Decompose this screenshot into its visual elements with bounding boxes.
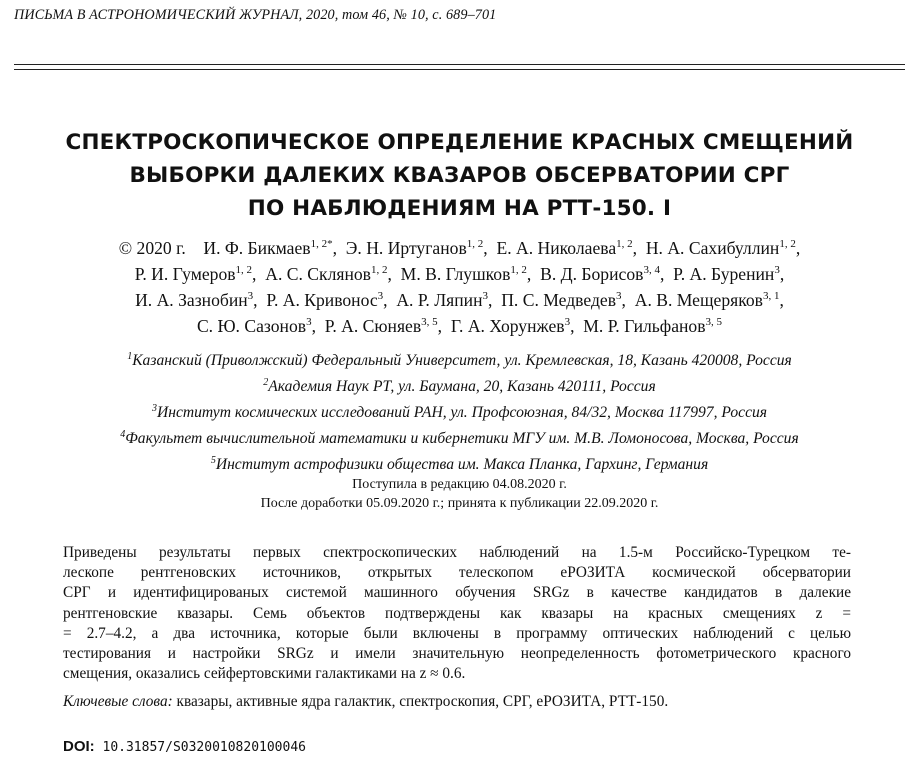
doi	[63, 737, 663, 758]
title-line-3: ПО НАБЛЮДЕНИЯМ НА РТТ-150. I	[247, 196, 672, 221]
abstract-line: смещения, оказались сейфертовскими галактиками на z ≈ 0.6.	[63, 665, 466, 683]
affiliation: $^3$Институт космических исследований РАН, ул. Профсоюзная, 84/32, Москва 117997, Россия	[151, 402, 768, 421]
author: В. Д. Борисов$^{3, 4}$	[540, 264, 660, 284]
author: А. В. Мещеряков$^{3, 1}$	[634, 290, 780, 310]
author: А. С. Склянов$^{1, 2}$	[265, 264, 388, 284]
copyright-notice: © 2020 г.	[118, 238, 186, 258]
author-line-1: © 2020 г. И. Ф. Бикмаев$^{1, 2*}$, Э. Н. Иртуганов$^{1, 2}$, Е. А. Николаева$^{1, 2}$, Н. А. Сахибуллин$^{1, 2}$,	[118, 238, 801, 258]
submission-dates	[0, 475, 919, 513]
abstract-line: рентгеновские квазары. Семь объектов подтверждены как квазары на красных смещениях z =	[63, 604, 851, 622]
author: И. А. Зазнобин$^3$	[135, 290, 254, 310]
author: Н. А. Сахибуллин$^{1, 2}$	[645, 238, 796, 258]
abstract-line: СРГ и идентифицированых системой машинного обучения SRGz в качестве кандидатов в далекие	[63, 584, 851, 602]
abstract-line: Приведены результаты первых спектроскопических наблюдений на 1.5-м Российско-Турецком те-	[63, 544, 851, 561]
author: С. Ю. Сазонов$^3$	[196, 316, 312, 336]
keywords-text: квазары, активные ядра галактик, спектроскопия, СРГ, еРОЗИТА, РТТ-150.	[172, 693, 669, 710]
affiliation: $^5$Институт астрофизики общества им. Макса Планка, Гархинг, Германия	[210, 454, 709, 473]
author: Р. А. Кривонос$^3$	[266, 290, 384, 310]
author: А. Р. Ляпин$^3$	[396, 290, 488, 310]
abstract-line: = 2.7–4.2, а два источника, которые были включены в программу оптических наблюдений с целью	[63, 624, 851, 642]
author: Р. А. Буренин$^3$	[673, 264, 780, 284]
header-rule-bottom	[14, 69, 905, 70]
author-list	[0, 235, 919, 339]
keywords	[63, 692, 863, 712]
title-line-1: СПЕКТРОСКОПИЧЕСКОЕ ОПРЕДЕЛЕНИЕ КРАСНЫХ СМЕЩЕНИЙ	[65, 130, 854, 155]
header-rule-top	[14, 64, 905, 65]
abstract-line: тестирования и настройки SRGz и имели значительную неопределенность фотометрического красного	[63, 645, 851, 663]
abstract	[63, 543, 851, 684]
affiliation: $^1$Казанский (Приволжский) Федеральный Университет, ул. Кремлевская, 18, Казань 420008, Россия	[127, 350, 792, 369]
author: М. Р. Гильфанов$^{3, 5}$	[583, 316, 723, 336]
doi-label: DOI:	[63, 738, 95, 755]
title-line-2: ВЫБОРКИ ДАЛЕКИХ КВАЗАРОВ ОБСЕРВАТОРИИ СРГ	[129, 163, 790, 188]
author: Р. А. Сюняев$^{3, 5}$	[324, 316, 438, 336]
affiliation: $^4$Факультет вычислительной математики и кибернетики МГУ им. М.В. Ломоносова, Москва, Россия	[120, 428, 799, 447]
article-title	[0, 126, 919, 225]
author: Е. А. Николаева$^{1, 2}$	[496, 238, 633, 258]
author-line-3: И. А. Зазнобин$^3$, Р. А. Кривонос$^3$, А. Р. Ляпин$^3$, П. С. Медведев$^3$, А. В. Мещеряков$^{3, 1}$,	[135, 290, 784, 310]
author: Г. А. Хорунжев$^3$	[450, 316, 571, 336]
author: И. Ф. Бикмаев$^{1, 2*}$	[203, 238, 333, 258]
author: Э. Н. Иртуганов$^{1, 2}$	[345, 238, 484, 258]
author: Р. И. Гумеров$^{1, 2}$	[134, 264, 253, 284]
received-date: Поступила в редакцию 04.08.2020 г.	[352, 477, 567, 492]
revised-accepted-date: После доработки 05.09.2020 г.; принята к публикации 22.09.2020 г.	[260, 496, 659, 511]
affiliations	[0, 348, 919, 478]
abstract-line: лескопе рентгеновских источников, открытых телескопом еРОЗИТА космической обсерватории	[63, 564, 851, 582]
author: М. В. Глушков$^{1, 2}$	[400, 264, 527, 284]
doi-value[interactable]: 10.31857/S0320010820100046	[94, 740, 306, 755]
keywords-label: Ключевые слова:	[63, 693, 173, 710]
author-line-4: С. Ю. Сазонов$^3$, Р. А. Сюняев$^{3, 5}$, Г. А. Хорунжев$^3$, М. Р. Гильфанов$^{3, 5}$	[196, 316, 723, 336]
author: П. С. Медведев$^3$	[501, 290, 622, 310]
running-head: ПИСЬМА В АСТРОНОМИЧЕСКИЙ ЖУРНАЛ, 2020, том 46, № 10, с. 689–701	[14, 7, 497, 23]
affiliation: $^2$Академия Наук РТ, ул. Баумана, 20, Казань 420111, Россия	[263, 376, 656, 395]
author-line-2: Р. И. Гумеров$^{1, 2}$, А. С. Склянов$^{1, 2}$, М. В. Глушков$^{1, 2}$, В. Д. Борисов$^{3, 4}$, Р. А. Буренин$^3$,	[134, 264, 785, 284]
